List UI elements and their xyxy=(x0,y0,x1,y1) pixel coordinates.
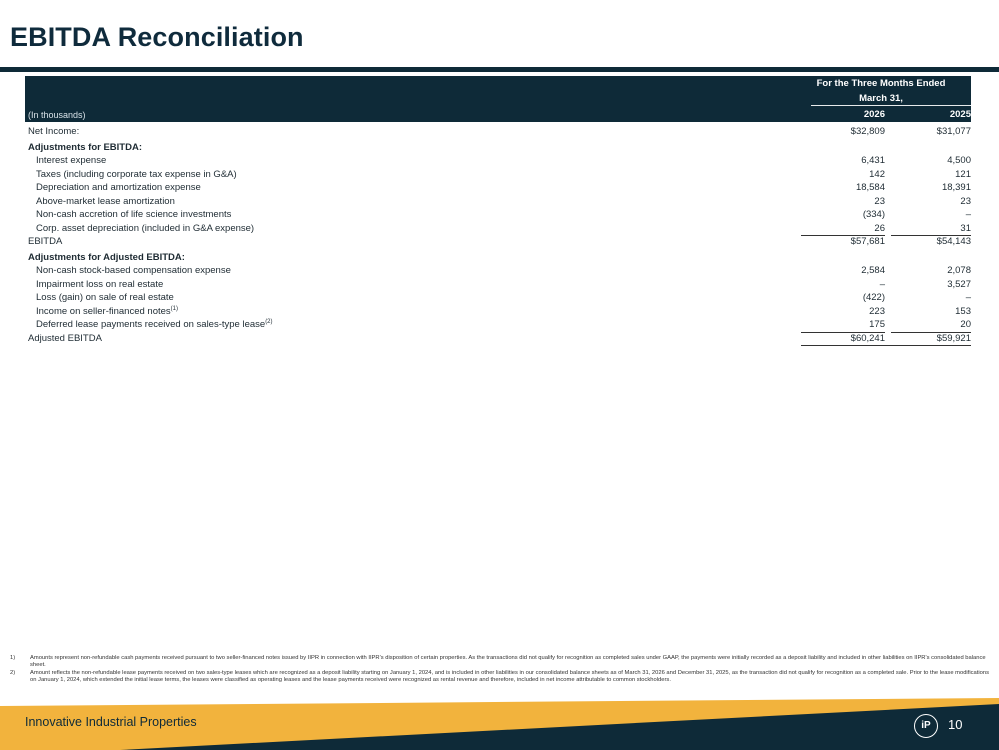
table-row xyxy=(25,235,971,249)
period-heading-underline xyxy=(811,105,971,106)
row-label: Interest expense xyxy=(36,155,107,166)
table-row xyxy=(25,332,971,346)
table-row xyxy=(25,278,971,292)
value-2026: (422) xyxy=(862,292,885,303)
table-row xyxy=(25,291,971,305)
table-row xyxy=(25,181,971,195)
row-label: Non-cash stock-based compensation expense xyxy=(36,265,231,276)
page-title: EBITDA Reconciliation xyxy=(10,22,304,52)
row-label: Deferred lease payments received on sales-type lease$^{(2)}$ xyxy=(36,319,273,330)
table-row xyxy=(25,251,971,265)
value-2025: 31 xyxy=(960,222,971,234)
value-2025: 23 xyxy=(960,195,971,207)
value-2026: – xyxy=(879,278,885,290)
value-2026: 2,584 xyxy=(861,265,885,276)
footnote-text: Amount reflects the non-refundable lease payments received on two sales-type leases which are recognized as a deposit liability starting on January 1, 2024, and is included in other liabilities in our consolidated balance sheets as of March 31, 2026 and December 31, 2025, as the transaction did not qualify for recognition as a completed sale. Prior to the lease modifications on January 1, 2024, which extended the initial lease terms, the leases were classified as operating leases and the lease payments received were recognized as rental revenue and therefore, included in net income attributable to common stockholders. xyxy=(30,670,989,683)
footnote-text: Amounts represent non-refundable cash payments received pursuant to two seller-financed notes issued by IIPR in connection with IIPR's disposition of certain properties. As the transactions did not qualify for recognition as completed sales under GAAP, the payments were initially recorded as a deposit liability and included in other liabilities on IIPR's consolidated balance sheet. xyxy=(30,655,986,668)
value-2025: 3,527 xyxy=(947,278,971,290)
value-2026: $32,809 xyxy=(850,126,885,137)
subtotal-underline xyxy=(801,222,885,237)
value-2025: – xyxy=(965,292,971,303)
table-row xyxy=(25,208,971,222)
table-row xyxy=(25,125,971,139)
table-row xyxy=(25,305,971,319)
value-2026: 142 xyxy=(869,168,885,180)
subtotal-underline xyxy=(891,222,971,237)
row-label: Impairment loss on real estate xyxy=(36,278,164,290)
footnotes xyxy=(10,655,990,685)
row-label: Depreciation and amortization expense xyxy=(36,182,201,193)
value-2025: $31,077 xyxy=(936,126,971,137)
value-2026: 18,584 xyxy=(855,182,885,193)
table-row xyxy=(25,264,971,278)
units-label: (In thousands) xyxy=(28,110,86,120)
year-column-2026: 2026 xyxy=(863,109,885,120)
row-label: Non-cash accretion of life science investments xyxy=(36,209,232,220)
period-heading-line2: March 31, xyxy=(859,93,903,104)
footnote-reference: (1) xyxy=(170,305,179,312)
value-2026: 6,431 xyxy=(861,155,885,166)
table-header xyxy=(25,76,971,122)
subtotal-underline xyxy=(891,318,971,333)
total-underline xyxy=(801,345,971,346)
table-row xyxy=(25,154,971,168)
value-2025: – xyxy=(965,209,971,220)
table-row xyxy=(25,168,971,182)
value-2025: 121 xyxy=(955,168,971,180)
footnote-1 xyxy=(10,655,990,669)
row-label: Net Income: xyxy=(28,126,80,137)
value-2026: $60,241 xyxy=(850,332,885,344)
company-logo-icon: iP xyxy=(914,714,938,738)
value-2025: 2,078 xyxy=(947,265,971,276)
table-row xyxy=(25,195,971,209)
value-2026: (334) xyxy=(862,209,885,220)
footnote-reference: (2) xyxy=(265,319,273,325)
row-label: EBITDA xyxy=(28,236,63,247)
period-heading-line1: For the Three Months Ended xyxy=(816,78,946,89)
page-number: 10 xyxy=(948,717,963,732)
row-label: Adjustments for Adjusted EBITDA: xyxy=(28,251,185,263)
value-2025: $54,143 xyxy=(936,236,971,247)
table-row xyxy=(25,141,971,155)
row-label: Taxes (including corporate tax expense in G&A) xyxy=(36,168,237,180)
value-2025: 20 xyxy=(960,319,971,330)
footnote-2 xyxy=(10,670,990,684)
value-2026: 223 xyxy=(869,305,885,317)
title-divider xyxy=(0,67,999,72)
subtotal-underline xyxy=(801,318,885,333)
value-2026: $57,681 xyxy=(850,236,885,247)
value-2025: 153 xyxy=(955,305,971,317)
company-name: Innovative Industrial Properties xyxy=(25,715,197,729)
value-2025: 18,391 xyxy=(941,182,971,193)
table-row xyxy=(25,318,971,332)
row-label: Corp. asset depreciation (included in G&A expense) xyxy=(36,222,255,234)
row-label: Adjusted EBITDA xyxy=(28,332,102,344)
value-2026: 23 xyxy=(874,195,885,207)
value-2026: 175 xyxy=(869,319,885,330)
reconciliation-table-body xyxy=(25,125,971,345)
row-label: Adjustments for EBITDA: xyxy=(28,141,142,153)
year-column-2025: 2025 xyxy=(949,109,971,120)
value-2025: 4,500 xyxy=(947,155,971,166)
row-label: Loss (gain) on sale of real estate xyxy=(36,292,174,303)
row-label: Income on seller-financed notes$^{(1)}$ xyxy=(36,305,179,317)
table-row xyxy=(25,222,971,236)
footer-band xyxy=(0,698,999,750)
footnote-number: 2) xyxy=(10,670,16,676)
value-2025: $59,921 xyxy=(936,332,971,344)
row-label: Above-market lease amortization xyxy=(36,195,175,207)
value-2026: 26 xyxy=(874,222,885,234)
footnote-number: 1) xyxy=(10,655,16,661)
